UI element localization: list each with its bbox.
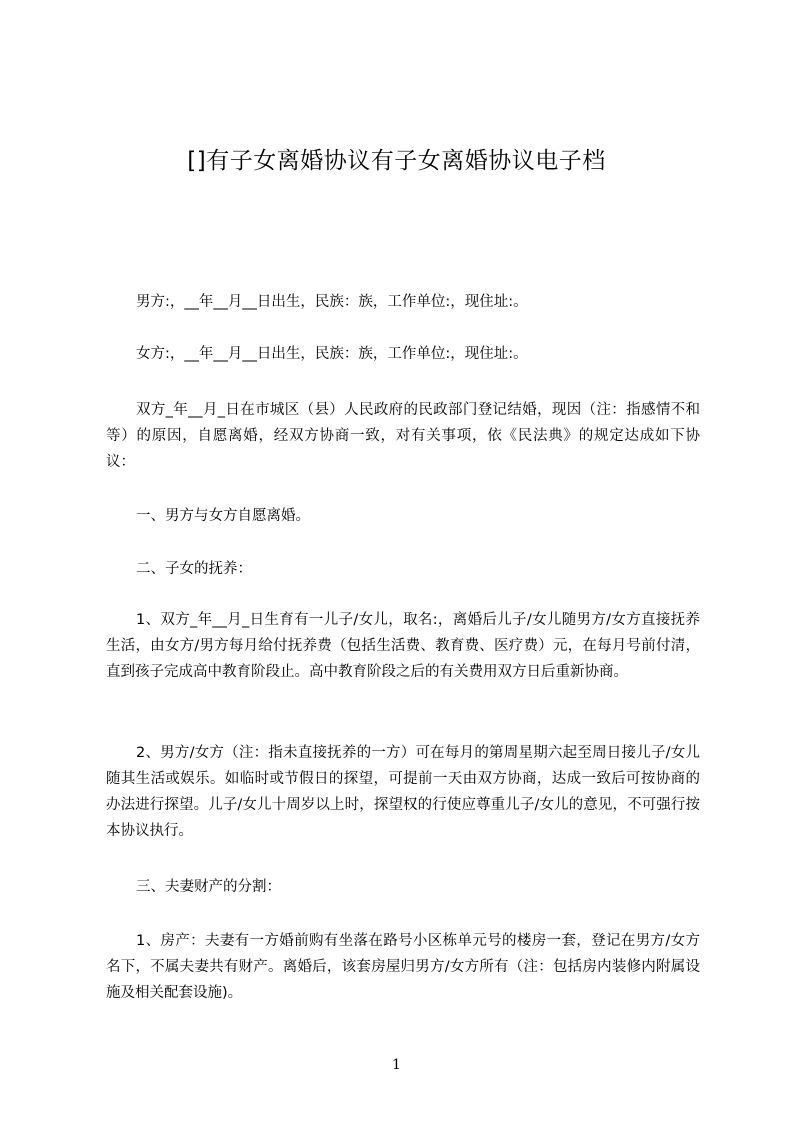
section-heading-children: 二、子女的抚养： <box>136 561 252 577</box>
paragraph-real-estate: 1、房产：夫妻有一方婚前购有坐落在路号小区栋单元号的楼房一套，登记在男方/女方名下，不属夫妻共有财产。离婚后，该套房屋归男方/女方所有（注：包括房内装修内附属设施及相关配套设施)。 <box>106 933 700 1001</box>
document-title: []有子女离婚协议有子女离婚协议电子档 <box>187 148 606 174</box>
paragraph-visitation: 2、男方/女方（注：指未直接抚养的一方）可在每月的第周星期六起至周日接儿子/女儿随其生活或娱乐。如临时或节假日的探望，可提前一天由双方协商，达成一致后可按协商的办法进行探望。儿子/女儿十周岁以上时，探望权的行使应尊重儿子/女儿的意见，不可强行按本协议执行。 <box>106 745 700 839</box>
page-number: 1 <box>392 1057 401 1073</box>
paragraph-preamble: 双方_年__月_日在市城区（县）人民政府的民政部门登记结婚，现因（注：指感情不和等）的原因，自愿离婚，经双方协商一致，对有关事项，依《民法典》的规定达成如下协议： <box>106 402 700 470</box>
section-heading-property: 三、夫妻财产的分割： <box>136 879 281 895</box>
paragraph-husband-info: 男方:，__年__月__日出生，民族：族，工作单位:，现住址:。 <box>136 294 528 310</box>
paragraph-wife-info: 女方:，__年__月__日出生，民族：族，工作单位:，现住址:。 <box>136 346 528 362</box>
paragraph-child-custody: 1、双方_年__月_日生育有一儿子/女儿，取名:，离婚后儿子/女儿随男方/女方直接抚养生活，由女方/男方每月给付抚养费（包括生活费、教育费、医疗费）元，在每月号前付清，直到孩子完成高中教育阶段止。高中教育阶段之后的有关费用双方日后重新协商。 <box>106 612 700 680</box>
section-heading-divorce: 一、男方与女方自愿离婚。 <box>136 508 310 524</box>
